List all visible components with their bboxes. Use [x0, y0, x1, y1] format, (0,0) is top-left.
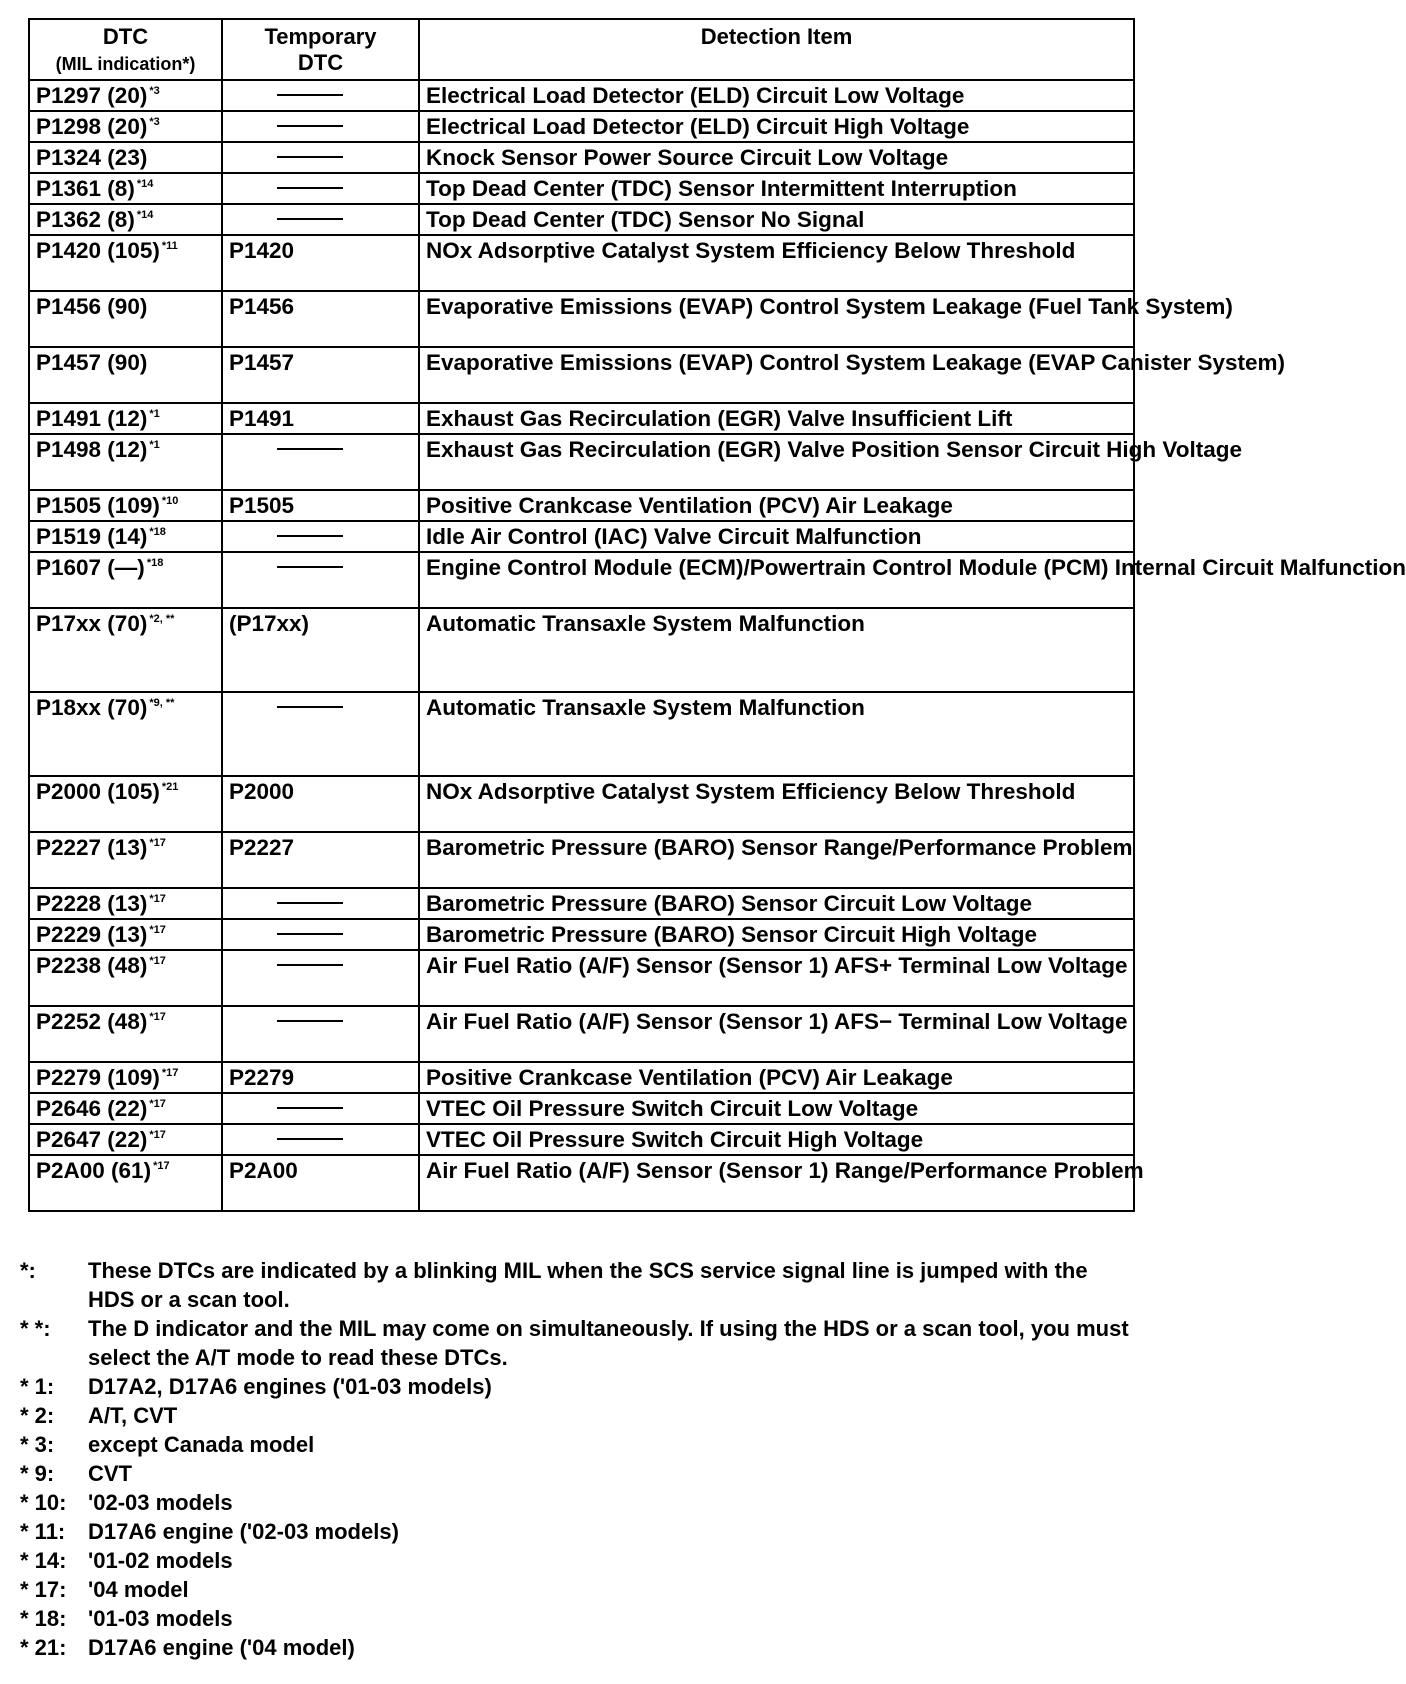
detection-item-cell — [419, 608, 1134, 692]
temporary-dtc-cell — [222, 1155, 419, 1211]
footnote-mark: * 17: — [20, 1577, 67, 1602]
detection-item: Top Dead Center (TDC) Sensor Intermittent Interruption — [426, 176, 1017, 201]
detection-item-cell — [419, 950, 1134, 1006]
detection-item: Barometric Pressure (BARO) Sensor Range/Performance Problem — [426, 835, 1133, 860]
temporary-dtc-cell — [222, 832, 419, 888]
dtc-code: P2252 (48) — [36, 1009, 148, 1034]
detection-item: Barometric Pressure (BARO) Sensor Circuit Low Voltage — [426, 891, 1032, 916]
temporary-dtc-cell — [222, 434, 419, 490]
table-row — [29, 832, 1134, 888]
footnote-marker: *3 — [149, 116, 160, 128]
detection-item-cell — [419, 888, 1134, 919]
dtc-code-cell — [29, 950, 222, 1006]
temporary-dtc: P2227 — [229, 835, 295, 860]
table-row — [29, 1062, 1134, 1093]
footnote-marker: *2, ** — [149, 613, 175, 625]
footnote-item — [20, 1401, 1130, 1430]
detection-item: Positive Crankcase Ventilation (PCV) Air Leakage — [426, 493, 953, 518]
detection-item: Evaporative Emissions (EVAP) Control System Leakage (Fuel Tank System) — [426, 294, 1233, 319]
header-detection-item: Detection Item — [419, 19, 1134, 80]
dtc-code-cell — [29, 347, 222, 403]
temporary-dtc-cell — [222, 888, 419, 919]
dtc-code-cell — [29, 608, 222, 692]
temporary-dtc-cell — [222, 1124, 419, 1155]
detection-item: VTEC Oil Pressure Switch Circuit Low Voltage — [426, 1096, 919, 1121]
header-dtc — [29, 19, 222, 80]
dtc-code-cell — [29, 1093, 222, 1124]
table-row — [29, 692, 1134, 776]
dtc-code: P1519 (14) — [36, 524, 148, 549]
footnote-item — [20, 1459, 1130, 1488]
footnote-marker: *3 — [149, 85, 160, 97]
footnote-mark: * 1: — [20, 1374, 55, 1399]
detection-item: Air Fuel Ratio (A/F) Sensor (Sensor 1) Range/Performance Problem — [426, 1158, 1144, 1183]
footnote-text: except Canada model — [88, 1432, 315, 1457]
footnote-marker: *14 — [136, 209, 154, 221]
not-applicable-dash — [277, 94, 343, 96]
footnote-marker: *1 — [149, 408, 160, 420]
temporary-dtc-cell — [222, 692, 419, 776]
footnote-item — [20, 1430, 1130, 1459]
header-temp-line2: DTC — [297, 50, 344, 75]
footnote-marker: *11 — [161, 240, 178, 252]
dtc-table-body — [29, 80, 1406, 1211]
dtc-table — [28, 18, 1406, 1212]
detection-item: Automatic Transaxle System Malfunction — [426, 695, 865, 720]
footnote-item — [20, 1372, 1130, 1401]
header-temp-line1: Temporary — [264, 24, 377, 49]
footnote-mark: * 11: — [20, 1519, 66, 1544]
detection-item: Engine Control Module (ECM)/Powertrain Control Module (PCM) Internal Circuit Malfunction — [426, 555, 1406, 580]
dtc-code-cell — [29, 692, 222, 776]
dtc-code-cell — [29, 776, 222, 832]
dtc-code: P1324 (23) — [36, 145, 148, 170]
table-row — [29, 291, 1134, 347]
detection-item-cell — [419, 347, 1286, 403]
footnote-text: D17A6 engine ('02-03 models) — [88, 1519, 399, 1544]
temporary-dtc-cell — [222, 1093, 419, 1124]
temporary-dtc-cell — [222, 919, 419, 950]
footnote-text: D17A6 engine ('04 model) — [88, 1635, 355, 1660]
table-row — [29, 490, 1134, 521]
footnote-text: These DTCs are indicated by a blinking MIL when the SCS service signal line is jumped with the HDS or a scan tool. — [88, 1258, 1088, 1312]
not-applicable-dash — [277, 448, 343, 450]
table-row — [29, 204, 1134, 235]
detection-item: Air Fuel Ratio (A/F) Sensor (Sensor 1) AFS− Terminal Low Voltage — [426, 1009, 1128, 1034]
footnote-mark: * 18: — [20, 1606, 67, 1631]
table-row — [29, 776, 1134, 832]
footnote-text: '01-03 models — [88, 1606, 233, 1631]
not-applicable-dash — [277, 535, 343, 537]
footnote-marker: *18 — [149, 526, 166, 538]
temporary-dtc-cell — [222, 347, 419, 403]
detection-item: Exhaust Gas Recirculation (EGR) Valve Position Sensor Circuit High Voltage — [426, 437, 1243, 462]
detection-item: Top Dead Center (TDC) Sensor No Signal — [426, 207, 865, 232]
footnote-mark: * 14: — [20, 1548, 67, 1573]
table-row — [29, 521, 1134, 552]
temporary-dtc-cell — [222, 80, 419, 111]
dtc-code-cell — [29, 235, 222, 291]
dtc-code: P1298 (20) — [36, 114, 148, 139]
not-applicable-dash — [277, 187, 343, 189]
footnote-mark: * *: — [20, 1316, 51, 1341]
detection-item-cell — [419, 173, 1134, 204]
dtc-code-cell — [29, 80, 222, 111]
footnote-item — [20, 1256, 1130, 1314]
table-row — [29, 347, 1134, 403]
detection-item-cell — [419, 403, 1134, 434]
footnote-mark: * 9: — [20, 1461, 55, 1486]
detection-item-cell — [419, 490, 1134, 521]
footnote-text: D17A2, D17A6 engines ('01-03 models) — [88, 1374, 492, 1399]
not-applicable-dash — [277, 964, 343, 966]
temporary-dtc: P1505 — [229, 493, 295, 518]
detection-item-cell — [419, 552, 1406, 608]
dtc-code-cell — [29, 552, 222, 608]
detection-item-cell — [419, 1124, 1134, 1155]
footnotes — [20, 1256, 1130, 1662]
detection-item-cell — [419, 521, 1134, 552]
temporary-dtc-cell — [222, 490, 419, 521]
detection-item: Idle Air Control (IAC) Valve Circuit Malfunction — [426, 524, 922, 549]
temporary-dtc: P1491 — [229, 406, 295, 431]
dtc-code: P2279 (109) — [36, 1065, 160, 1090]
detection-item-cell — [419, 1006, 1134, 1062]
detection-item: NOx Adsorptive Catalyst System Efficiency Below Threshold — [426, 779, 1076, 804]
table-row — [29, 434, 1134, 490]
dtc-code-cell — [29, 1062, 222, 1093]
dtc-code: P2000 (105) — [36, 779, 160, 804]
footnote-marker: *1 — [149, 439, 160, 451]
footnote-marker: *18 — [146, 557, 164, 569]
detection-item: Barometric Pressure (BARO) Sensor Circuit High Voltage — [426, 922, 1037, 947]
table-row — [29, 950, 1134, 1006]
footnote-marker: *14 — [136, 178, 154, 190]
footnote-marker: *17 — [149, 955, 166, 967]
dtc-code-cell — [29, 490, 222, 521]
detection-item: Electrical Load Detector (ELD) Circuit High Voltage — [426, 114, 970, 139]
dtc-code: P1362 (8) — [36, 207, 135, 232]
temporary-dtc-cell — [222, 173, 419, 204]
dtc-code-cell — [29, 1124, 222, 1155]
dtc-code: P2A00 (61) — [36, 1158, 152, 1183]
detection-item: Positive Crankcase Ventilation (PCV) Air Leakage — [426, 1065, 953, 1090]
footnote-marker: *17 — [153, 1160, 170, 1172]
not-applicable-dash — [277, 1138, 343, 1140]
dtc-code-cell — [29, 173, 222, 204]
dtc-code: P18xx (70) — [36, 695, 148, 720]
table-row — [29, 1093, 1134, 1124]
footnote-mark: *: — [20, 1258, 36, 1283]
dtc-code-cell — [29, 142, 222, 173]
temporary-dtc: P2A00 — [229, 1158, 298, 1183]
temporary-dtc: P1457 — [229, 350, 295, 375]
footnote-marker: *17 — [149, 1098, 166, 1110]
detection-item-cell — [419, 142, 1134, 173]
footnote-marker: *9, ** — [149, 697, 175, 709]
dtc-code-cell — [29, 1155, 222, 1211]
table-row — [29, 111, 1134, 142]
not-applicable-dash — [277, 566, 343, 568]
not-applicable-dash — [277, 125, 343, 127]
temporary-dtc-cell — [222, 521, 419, 552]
temporary-dtc: P2000 — [229, 779, 295, 804]
table-row — [29, 1155, 1134, 1211]
footnote-text: CVT — [88, 1461, 132, 1486]
detection-item-cell — [419, 1093, 1134, 1124]
detection-item: Automatic Transaxle System Malfunction — [426, 611, 865, 636]
dtc-code: P1498 (12) — [36, 437, 148, 462]
detection-item-cell — [419, 291, 1233, 347]
dtc-code: P2229 (13) — [36, 922, 148, 947]
dtc-code: P1420 (105) — [36, 238, 160, 263]
footnote-mark: * 3: — [20, 1432, 55, 1457]
detection-item: VTEC Oil Pressure Switch Circuit High Voltage — [426, 1127, 924, 1152]
footnote-item — [20, 1604, 1130, 1633]
table-row — [29, 888, 1134, 919]
dtc-code-cell — [29, 204, 222, 235]
footnote-text: The D indicator and the MIL may come on simultaneously. If using the HDS or a scan tool, you must select the A/T mode to read these DTCs. — [88, 1316, 1129, 1370]
detection-item-cell — [419, 235, 1134, 291]
footnote-text: '01-02 models — [88, 1548, 233, 1573]
footnote-marker: *17 — [149, 1011, 166, 1023]
dtc-code: P1297 (20) — [36, 83, 148, 108]
table-row — [29, 403, 1134, 434]
temporary-dtc-cell — [222, 552, 419, 608]
dtc-code-cell — [29, 403, 222, 434]
footnote-text: '02-03 models — [88, 1490, 233, 1515]
footnote-item — [20, 1488, 1130, 1517]
detection-item-cell — [419, 919, 1134, 950]
table-row — [29, 1006, 1134, 1062]
table-row — [29, 552, 1134, 608]
temporary-dtc-cell — [222, 111, 419, 142]
table-header-row — [29, 19, 1134, 80]
dtc-code: P1361 (8) — [36, 176, 135, 201]
table-row — [29, 1124, 1134, 1155]
not-applicable-dash — [277, 902, 343, 904]
temporary-dtc-cell — [222, 235, 419, 291]
dtc-code-cell — [29, 521, 222, 552]
not-applicable-dash — [277, 156, 343, 158]
table-row — [29, 80, 1134, 111]
temporary-dtc: (P17xx) — [229, 611, 310, 636]
dtc-code: P2238 (48) — [36, 953, 148, 978]
temporary-dtc-cell — [222, 403, 419, 434]
dtc-code: P1491 (12) — [36, 406, 148, 431]
table-row — [29, 608, 1134, 692]
not-applicable-dash — [277, 706, 343, 708]
temporary-dtc: P1456 — [229, 294, 295, 319]
dtc-code-cell — [29, 1006, 222, 1062]
detection-item-cell — [419, 80, 1134, 111]
not-applicable-dash — [277, 1107, 343, 1109]
temporary-dtc-cell — [222, 776, 419, 832]
header-temporary-dtc — [222, 19, 419, 80]
temporary-dtc-cell — [222, 142, 419, 173]
temporary-dtc-cell — [222, 291, 419, 347]
dtc-code-cell — [29, 832, 222, 888]
footnote-item — [20, 1517, 1130, 1546]
detection-item-cell — [419, 692, 1134, 776]
detection-item: Knock Sensor Power Source Circuit Low Voltage — [426, 145, 949, 170]
detection-item-cell — [419, 776, 1134, 832]
not-applicable-dash — [277, 218, 343, 220]
header-dtc-line2: (MIL indication*) — [55, 54, 196, 74]
detection-item: Evaporative Emissions (EVAP) Control System Leakage (EVAP Canister System) — [426, 350, 1286, 375]
detection-item-cell — [419, 1062, 1134, 1093]
dtc-code: P2228 (13) — [36, 891, 148, 916]
detection-item-cell — [419, 1155, 1144, 1211]
footnote-text: A/T, CVT — [88, 1403, 178, 1428]
temporary-dtc-cell — [222, 204, 419, 235]
detection-item-cell — [419, 111, 1134, 142]
footnote-marker: *17 — [149, 893, 166, 905]
detection-item-cell — [419, 832, 1134, 888]
dtc-code-cell — [29, 888, 222, 919]
footnote-item — [20, 1633, 1130, 1662]
dtc-code-cell — [29, 434, 222, 490]
dtc-code: P2646 (22) — [36, 1096, 148, 1121]
footnote-item — [20, 1575, 1130, 1604]
detection-item-cell — [419, 204, 1134, 235]
footnote-mark: * 10: — [20, 1490, 67, 1515]
not-applicable-dash — [277, 933, 343, 935]
header-dtc-line1: DTC — [102, 24, 149, 49]
temporary-dtc-cell — [222, 1006, 419, 1062]
footnote-mark: * 21: — [20, 1635, 67, 1660]
dtc-code: P1456 (90) — [36, 294, 148, 319]
footnote-marker: *17 — [149, 1129, 166, 1141]
table-row — [29, 142, 1134, 173]
footnote-text: '04 model — [88, 1577, 189, 1602]
footnote-marker: *10 — [161, 495, 179, 507]
temporary-dtc-cell — [222, 950, 419, 1006]
footnote-marker: *21 — [161, 781, 179, 793]
dtc-code: P17xx (70) — [36, 611, 148, 636]
not-applicable-dash — [277, 1020, 343, 1022]
detection-item: Electrical Load Detector (ELD) Circuit Low Voltage — [426, 83, 965, 108]
detection-item-cell — [419, 434, 1243, 490]
temporary-dtc-cell — [222, 608, 419, 692]
dtc-code-cell — [29, 919, 222, 950]
footnote-marker: *17 — [161, 1067, 179, 1079]
detection-item: NOx Adsorptive Catalyst System Efficiency Below Threshold — [426, 238, 1076, 263]
dtc-code: P1505 (109) — [36, 493, 160, 518]
dtc-code-cell — [29, 291, 222, 347]
footnote-item — [20, 1314, 1130, 1372]
temporary-dtc-cell — [222, 1062, 419, 1093]
detection-item: Exhaust Gas Recirculation (EGR) Valve Insufficient Lift — [426, 406, 1013, 431]
dtc-code: P2227 (13) — [36, 835, 148, 860]
table-row — [29, 919, 1134, 950]
footnote-item — [20, 1546, 1130, 1575]
temporary-dtc: P1420 — [229, 238, 295, 263]
table-row — [29, 235, 1134, 291]
footnote-marker: *17 — [149, 924, 166, 936]
detection-item: Air Fuel Ratio (A/F) Sensor (Sensor 1) AFS+ Terminal Low Voltage — [426, 953, 1128, 978]
dtc-code: P2647 (22) — [36, 1127, 148, 1152]
table-row — [29, 173, 1134, 204]
dtc-code-cell — [29, 111, 222, 142]
dtc-code: P1607 (—) — [36, 555, 145, 580]
footnote-marker: *17 — [149, 837, 166, 849]
temporary-dtc: P2279 — [229, 1065, 295, 1090]
footnote-mark: * 2: — [20, 1403, 55, 1428]
dtc-code: P1457 (90) — [36, 350, 148, 375]
